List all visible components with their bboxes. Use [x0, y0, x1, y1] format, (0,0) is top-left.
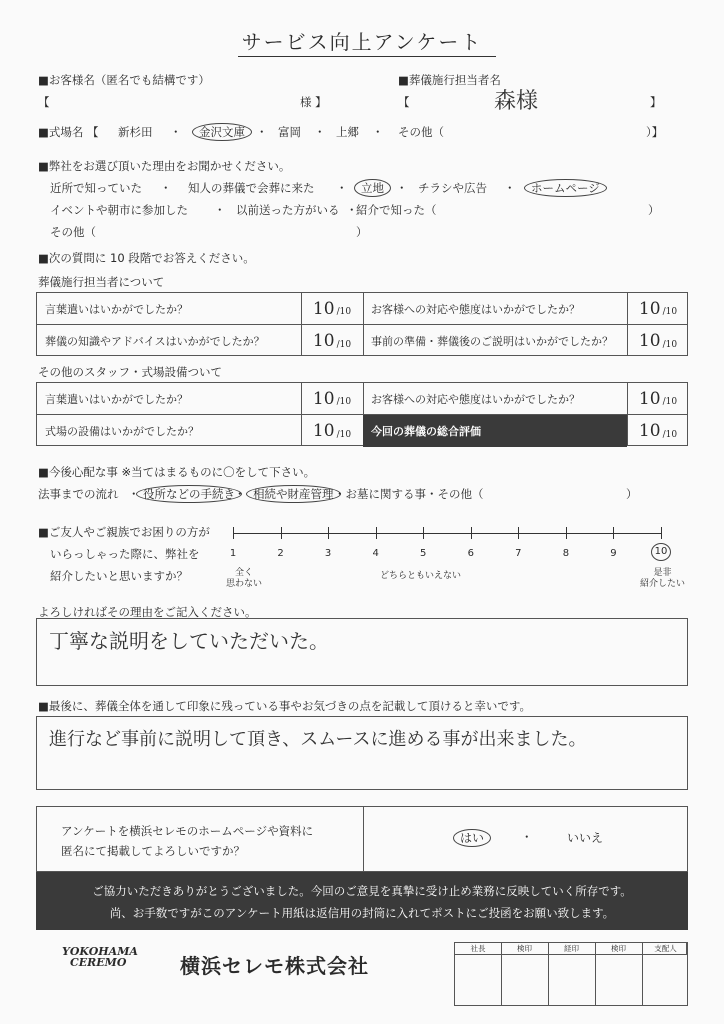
overall-rating-score: 10 /10	[638, 421, 678, 441]
other-q-wording: 言葉遣いはいかがでしたか？	[45, 392, 188, 406]
impression-box	[36, 716, 688, 790]
recommend-low-label: 全く 思わない	[226, 568, 263, 589]
scale-number-7: 7	[515, 548, 522, 559]
stamp-inspect-1: 検印	[517, 944, 532, 953]
recommend-mid-label: どちらともいえない	[380, 571, 462, 581]
stamp-president: 社長	[470, 944, 486, 953]
impression-text: 進行など事前に説明して頂き、スムースに進める事が出来ました。	[49, 729, 587, 750]
reason-label: ■弊社をお選び頂いた理由をお聞かせください。	[38, 159, 291, 173]
overall-rating-label: 今回の葬儀の総合評価	[363, 415, 627, 447]
venue-option-kanazawabunko	[196, 124, 248, 140]
concern-inheritance-circle: 相続や財産管理	[246, 485, 341, 503]
staff-q-knowledge: 葬儀の知識やアドバイスはいかがでしたか？	[45, 335, 265, 348]
staff-score-attitude: 10 /10	[638, 298, 678, 319]
stamp-inspect-3: 検印	[611, 944, 626, 953]
concern-procedures-circle: 役所などの手続き	[136, 485, 242, 503]
venue-label: ■式場名 【	[38, 125, 99, 139]
rating-staff-section: 葬儀施行担当者について	[38, 275, 165, 289]
other-score-facility: 10 /10	[312, 421, 352, 441]
reason-referral: 紹介で知った（	[356, 203, 437, 217]
title-underline	[238, 56, 496, 57]
venue-option-kamigo: 上郷	[336, 125, 359, 139]
other-rating-table	[36, 382, 688, 446]
staff-q-attitude: お客様への対応や態度はいかがでしたか？	[371, 302, 580, 316]
scale-number-4: 4	[372, 548, 379, 559]
company-name: 横浜セレモ株式会社	[180, 954, 369, 978]
staff-name-open-bracket: 【	[398, 95, 410, 109]
reason-previous: 以前送った方がいる	[236, 203, 340, 217]
staff-name-label: ■葬儀施行担当者名	[398, 73, 501, 87]
scale-tick	[613, 527, 614, 539]
rating-other-section: その他のスタッフ・式場設備ついて	[38, 365, 222, 379]
publish-separator: ・	[521, 830, 533, 844]
recommend-question-3: 紹介したいと思いますか？	[50, 569, 188, 583]
concern-grave-other: ・お墓に関する事・その他（	[334, 487, 484, 501]
staff-score-wording: 10 /10	[312, 298, 352, 319]
scale-tick	[376, 527, 377, 539]
page-title: サービス向上アンケート	[241, 30, 483, 54]
customer-name-suffix: 様 】	[300, 95, 327, 109]
scale-tick	[328, 527, 329, 539]
rating-label: ■次の質問に 10 段階でお答えください。	[38, 251, 255, 265]
reason-location	[358, 180, 387, 196]
reason-referral-close: ）	[648, 203, 660, 217]
stamp-manager: 支配人	[654, 944, 677, 953]
recommend-high-label: 是非 紹介したい	[640, 568, 686, 589]
scale-tick	[471, 527, 472, 539]
scale-tick	[423, 527, 424, 539]
scale-number-9: 9	[610, 548, 617, 559]
publish-yes-circle: はい	[453, 829, 491, 847]
venue-option-shinsugita: 新杉田	[118, 125, 153, 139]
publish-no: いいえ	[567, 831, 604, 845]
venue-selected-circle: 金沢文庫	[192, 123, 252, 141]
staff-name-value: 森様	[494, 89, 539, 114]
staff-q-preparation: 事前の準備・葬儀後のご説明はいかがでしたか？	[371, 335, 613, 348]
scale-number-10: 10	[651, 543, 671, 561]
scale-number-5: 5	[420, 548, 427, 559]
other-q-facility: 式場の設備はいかがでしたか？	[45, 425, 199, 438]
concern-separator: ・	[234, 487, 246, 501]
scale-number-2: 2	[277, 548, 284, 559]
stamp-table	[454, 942, 688, 1006]
recommend-question-1: ■ご友人やご親族でお困りの方が	[38, 525, 210, 539]
reason-comment-box	[36, 618, 688, 686]
concern-memorial-flow: 法事までの流れ	[38, 487, 119, 501]
scale-number-1: 1	[229, 548, 237, 559]
staff-rating-table	[36, 292, 688, 356]
customer-name-label: ■お客様名（匿名でも結構です）	[38, 73, 210, 87]
concern-close: ）	[626, 487, 638, 501]
reason-comment-label: よろしければその理由をご記入ください。	[38, 605, 257, 619]
staff-score-knowledge: 10 /10	[312, 331, 352, 351]
reason-homepage-circle: ホームページ	[524, 179, 607, 197]
concerns-label: ■今後心配な事 ※当てはまるものに〇をして下さい。	[38, 465, 316, 479]
footer-note: ご協力いただきありがとうございました。今回のご意見を真摯に受け止め業務に反映していく所存です。 尚、お手数ですがこのアンケート用紙は返信用の封筒に入れてポストにご投函をお願い致します。	[92, 884, 632, 920]
venue-option-tomioka: 富岡	[278, 125, 301, 139]
scale-tick	[281, 527, 282, 539]
impression-label: ■最後に、葬儀全体を通して印象に残っている事やお気づきの点を記載して頂けると幸いです。	[38, 699, 531, 713]
publish-yes	[457, 829, 487, 846]
reason-other: その他（	[50, 225, 96, 239]
reason-acquaintance-funeral: 知人の葬儀で会葬に来た	[188, 181, 315, 195]
scale-tick	[661, 527, 662, 539]
reason-homepage	[528, 180, 603, 196]
recommend-question-2: いらっしゃった際に、弊社を	[50, 547, 200, 561]
scale-tick	[518, 527, 519, 539]
scale-tick	[233, 527, 234, 539]
reason-location-circle: 立地	[354, 179, 391, 197]
staff-q-wording: 言葉遣いはいかがでしたか？	[45, 302, 188, 316]
company-logo: YOKOHAMA CEREMO	[62, 945, 138, 969]
reason-event: イベントや朝市に参加した	[50, 203, 188, 217]
other-q-attitude: お客様への対応や態度はいかがでしたか？	[371, 392, 580, 406]
scale-tick	[566, 527, 567, 539]
recommend-scale-line	[233, 533, 661, 534]
venue-option-other: その他（	[398, 125, 444, 139]
publish-box	[36, 806, 688, 872]
reason-other-close: ）	[356, 225, 368, 239]
concern-separator: ・	[128, 487, 140, 501]
stamp-inspect-2: 経印	[564, 944, 579, 953]
other-score-attitude: 10 /10	[638, 388, 678, 409]
staff-score-preparation: 10 /10	[638, 331, 678, 351]
other-score-wording: 10 /10	[312, 388, 352, 409]
scale-number-3: 3	[324, 548, 332, 559]
reason-flyer: チラシや広告	[418, 181, 487, 195]
reason-comment-text: 丁寧な説明をしていただいた。	[49, 629, 329, 653]
customer-name-open-bracket: 【	[38, 95, 50, 109]
publish-question: アンケートを横浜セレモのホームページや資料に 匿名にて掲載してよろしいですか？	[61, 824, 314, 858]
staff-name-close-bracket: 】	[650, 95, 662, 109]
reason-neighborhood: 近所で知っていた	[50, 181, 142, 195]
scale-number-8: 8	[562, 548, 570, 559]
scale-number-6: 6	[467, 548, 474, 559]
concern-inheritance	[250, 486, 337, 502]
concern-procedures	[140, 486, 238, 502]
venue-close: ）】	[646, 125, 664, 139]
